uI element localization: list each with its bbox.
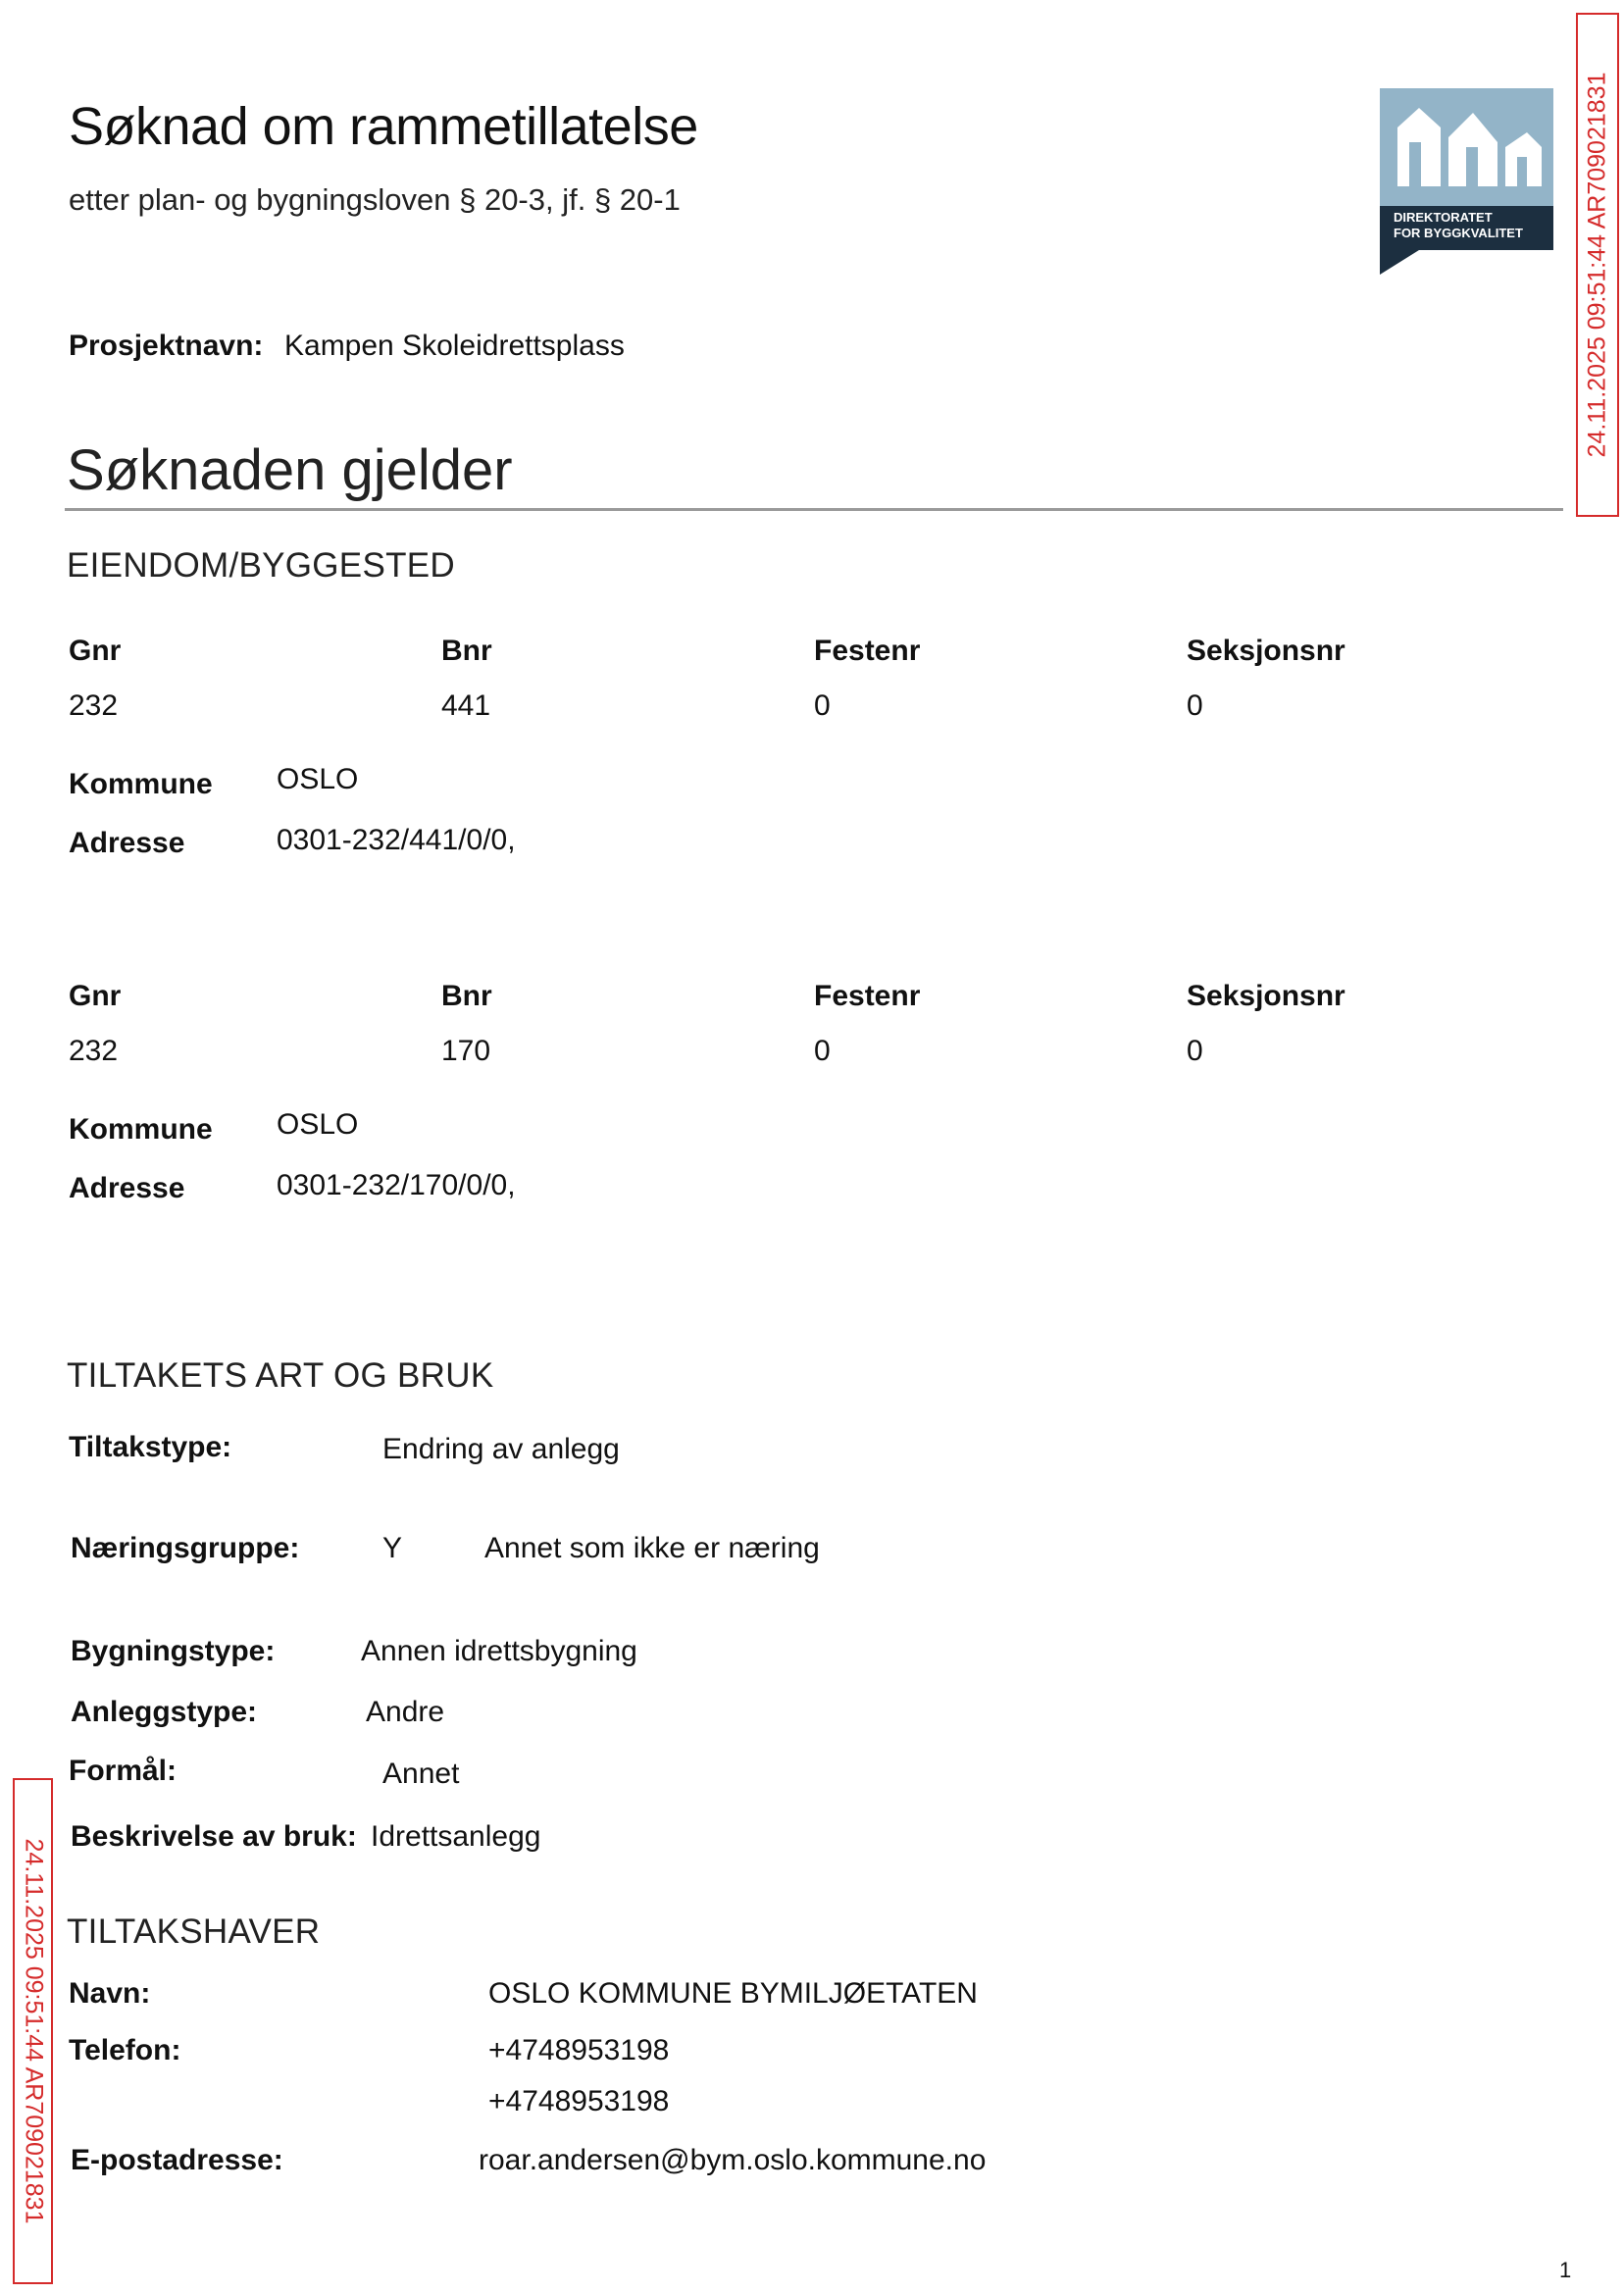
adresse-value: 0301-232/170/0/0, (277, 1169, 516, 1201)
col-header-bnr: Bnr (441, 635, 492, 667)
navn-value: OSLO KOMMUNE BYMILJØETATEN (488, 1977, 978, 2010)
navn-label: Navn: (69, 1977, 151, 2010)
naeringsgruppe-label: Næringsgruppe: (71, 1532, 300, 1564)
section-divider (65, 508, 1563, 511)
section-title: Søknaden gjelder (67, 438, 513, 502)
bygningstype-value: Annen idrettsbygning (361, 1635, 637, 1667)
stamp-text: 24.11.2025 09:51:44 AR709021831 (20, 1838, 47, 2224)
telefon-value: +4748953198 (488, 2034, 670, 2066)
dibk-logo (1380, 88, 1553, 275)
epost-label: E-postadresse: (71, 2144, 283, 2176)
beskrivelse-value: Idrettsanlegg (371, 1820, 541, 1853)
tiltakshaver-heading: TILTAKSHAVER (67, 1912, 321, 1951)
seksjonsnr-value: 0 (1187, 689, 1203, 722)
gnr-value: 232 (69, 1035, 119, 1067)
stamp-text: 24.11.2025 09:51:44 AR709021831 (1583, 72, 1611, 458)
adresse-label: Adresse (69, 1172, 185, 1204)
bnr-value: 441 (441, 689, 491, 722)
receipt-stamp-right (1576, 13, 1619, 517)
col-header-gnr: Gnr (69, 980, 122, 1012)
col-header-seksjonsnr: Seksjonsnr (1187, 980, 1345, 1012)
col-header-festenr: Festenr (814, 980, 921, 1012)
festenr-value: 0 (814, 1035, 831, 1067)
bygningstype-label: Bygningstype: (71, 1635, 276, 1667)
col-header-festenr: Festenr (814, 635, 921, 667)
kommune-label: Kommune (69, 1113, 213, 1146)
epost-value: roar.andersen@bym.oslo.kommune.no (479, 2144, 987, 2176)
formal-value: Annet (382, 1758, 460, 1790)
project-name-value: Kampen Skoleidrettsplass (284, 330, 625, 362)
beskrivelse-label: Beskrivelse av bruk: (71, 1820, 357, 1853)
kommune-value: OSLO (277, 1108, 359, 1141)
anleggstype-label: Anleggstype: (71, 1696, 258, 1728)
tiltakstype-value: Endring av anlegg (382, 1433, 620, 1465)
project-name-label: Prosjektnavn: (69, 330, 264, 362)
naeringsgruppe-value: Annet som ikke er næring (484, 1532, 820, 1564)
page-title: Søknad om rammetillatelse (69, 97, 698, 156)
kommune-value: OSLO (277, 763, 359, 795)
logo-graphic (1380, 88, 1553, 206)
seksjonsnr-value: 0 (1187, 1035, 1203, 1067)
building-icon (1380, 88, 1553, 206)
receipt-stamp-left (13, 1778, 53, 2284)
festenr-value: 0 (814, 689, 831, 722)
tiltakstype-label: Tiltakstype: (69, 1431, 232, 1463)
telefon-label: Telefon: (69, 2034, 181, 2066)
bnr-value: 170 (441, 1035, 491, 1067)
page-subtitle: etter plan- og bygningsloven § 20-3, jf. § 20-1 (69, 182, 681, 217)
logo-text-line2: FOR BYGGKVALITET (1394, 226, 1523, 240)
naeringsgruppe-code: Y (382, 1532, 403, 1564)
col-header-gnr: Gnr (69, 635, 122, 667)
logo-flag (1380, 250, 1419, 275)
property-heading: EIENDOM/BYGGESTED (67, 546, 455, 585)
logo-text-line1: DIREKTORATET (1394, 210, 1493, 225)
logo-text (1394, 210, 1523, 241)
col-header-bnr: Bnr (441, 980, 492, 1012)
kommune-label: Kommune (69, 768, 213, 800)
tiltak-heading: TILTAKETS ART OG BRUK (67, 1356, 494, 1395)
gnr-value: 232 (69, 689, 119, 722)
anleggstype-value: Andre (366, 1696, 445, 1728)
adresse-label: Adresse (69, 827, 185, 859)
formal-label: Formål: (69, 1755, 178, 1787)
page-number: 1 (1559, 2258, 1572, 2282)
telefon-value: +4748953198 (488, 2085, 670, 2117)
adresse-value: 0301-232/441/0/0, (277, 824, 516, 856)
col-header-seksjonsnr: Seksjonsnr (1187, 635, 1345, 667)
